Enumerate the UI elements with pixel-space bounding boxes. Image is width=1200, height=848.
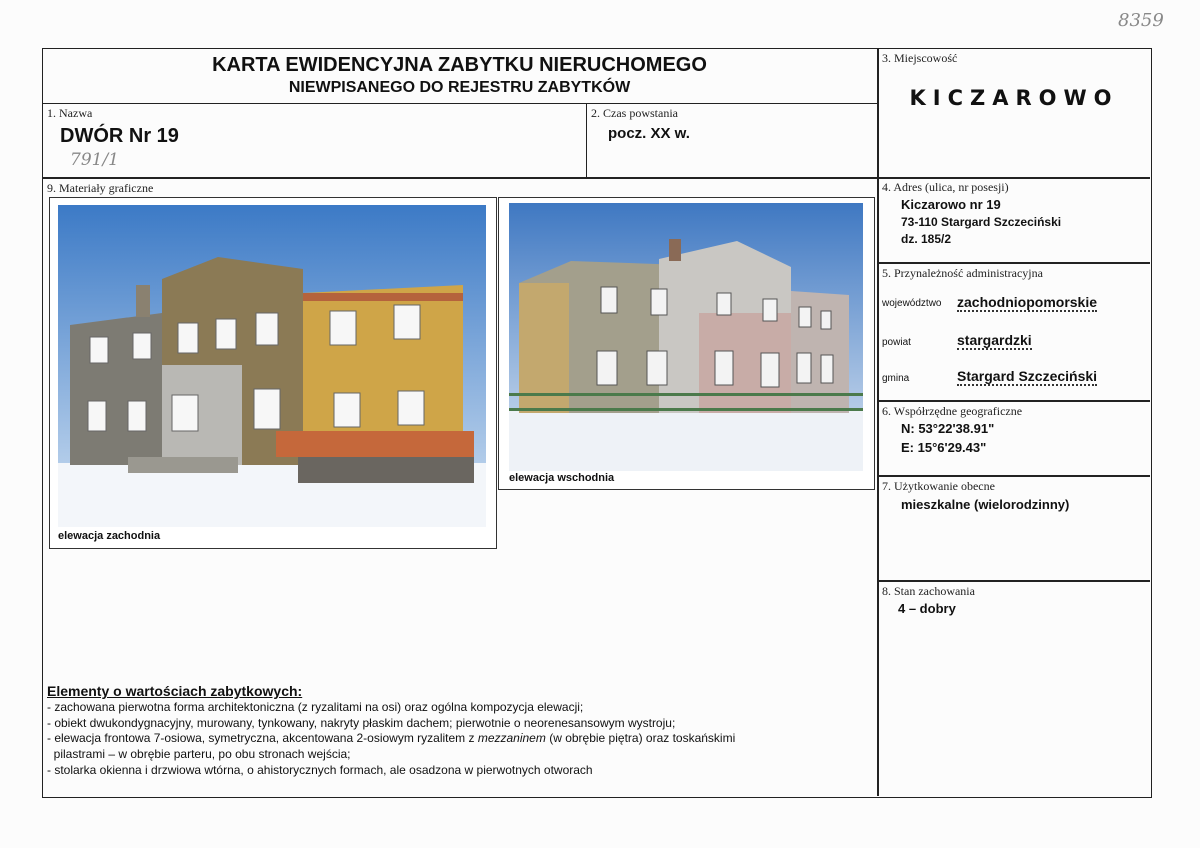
condition-label: 8. Stan zachowania — [882, 584, 975, 598]
photo-east-caption: elewacja wschodnia — [509, 472, 615, 484]
archive-number: 8359 — [1118, 10, 1164, 31]
elements-heading: Elementy o wartościach zabytkowych: — [47, 683, 303, 699]
elements-item-3-continued: pilastrami – w obrębie parteru, po obu stronach wejścia; — [47, 747, 351, 761]
photo-west-caption: elewacja zachodnia — [58, 530, 161, 542]
coordinates-label: 6. Współrzędne geograficzne — [882, 404, 1023, 418]
graphics-label: 9. Materiały graficzne — [47, 181, 154, 195]
usage-value: mieszkalne (wielorodzinny) — [901, 497, 1070, 512]
elements-item-2: - obiekt dwukondygnacyjny, murowany, tynkowany, nakryty płaskim dachem; pierwotnie o neorenesansowym wystroju; — [47, 716, 676, 730]
county-value: stargardzki — [957, 332, 1032, 348]
admin-label: 5. Przynależność administracyjna — [882, 266, 1043, 280]
commune-value: Stargard Szczeciński — [957, 368, 1098, 384]
address-line3: dz. 185/2 — [901, 232, 952, 246]
locality-value: KICZAROWO — [909, 86, 1119, 110]
voivodeship-value: zachodniopomorskie — [957, 294, 1098, 310]
address-line2: 73-110 Stargard Szczeciński — [901, 215, 1062, 229]
address-label: 4. Adres (ulica, nr posesji) — [882, 180, 1009, 194]
card-title: KARTA EWIDENCYJNA ZABYTKU NIERUCHOMEGO — [212, 54, 707, 76]
date-label: 2. Czas powstania — [591, 106, 678, 120]
longitude-value: E: 15°6'29.43" — [901, 440, 987, 455]
name-value: DWÓR Nr 19 — [60, 125, 179, 147]
address-line1: Kiczarowo nr 19 — [901, 197, 1001, 212]
elements-item-4: - stolarka okienna i drzwiowa wtórna, o ahistorycznych formach, ale osadzona w pierwotnych otworach — [47, 763, 593, 777]
card-subtitle: NIEWPISANEGO DO REJESTRU ZABYTKÓW — [288, 79, 631, 96]
date-value: pocz. XX w. — [608, 125, 690, 142]
voivodeship-label: województwo — [882, 298, 942, 309]
photo-west-frame — [49, 197, 497, 549]
elements-item-3: - elewacja frontowa 7-osiowa, symetryczna, akcentowana 2-osiowym ryzalitem z mezzaninem (w obrębie piętra) oraz toskańskimi — [47, 731, 736, 745]
usage-label: 7. Użytkowanie obecne — [882, 479, 995, 493]
photo-east-frame — [498, 197, 875, 490]
photo-east-elevation — [509, 203, 863, 471]
name-label: 1. Nazwa — [47, 106, 93, 120]
latitude-value: N: 53°22'38.91" — [901, 421, 995, 436]
commune-label: gmina — [882, 373, 910, 384]
elements-item-1: - zachowana pierwotna forma architektoniczna (z ryzalitami na osi) oraz ogólna kompozycja elewacji; — [47, 700, 584, 714]
handwritten-inventory-number: 791/1 — [70, 150, 119, 170]
county-label: powiat — [882, 337, 911, 348]
locality-label: 3. Miejscowość — [882, 51, 958, 65]
condition-value: 4 – dobry — [898, 601, 956, 616]
photo-west-elevation — [58, 205, 486, 527]
